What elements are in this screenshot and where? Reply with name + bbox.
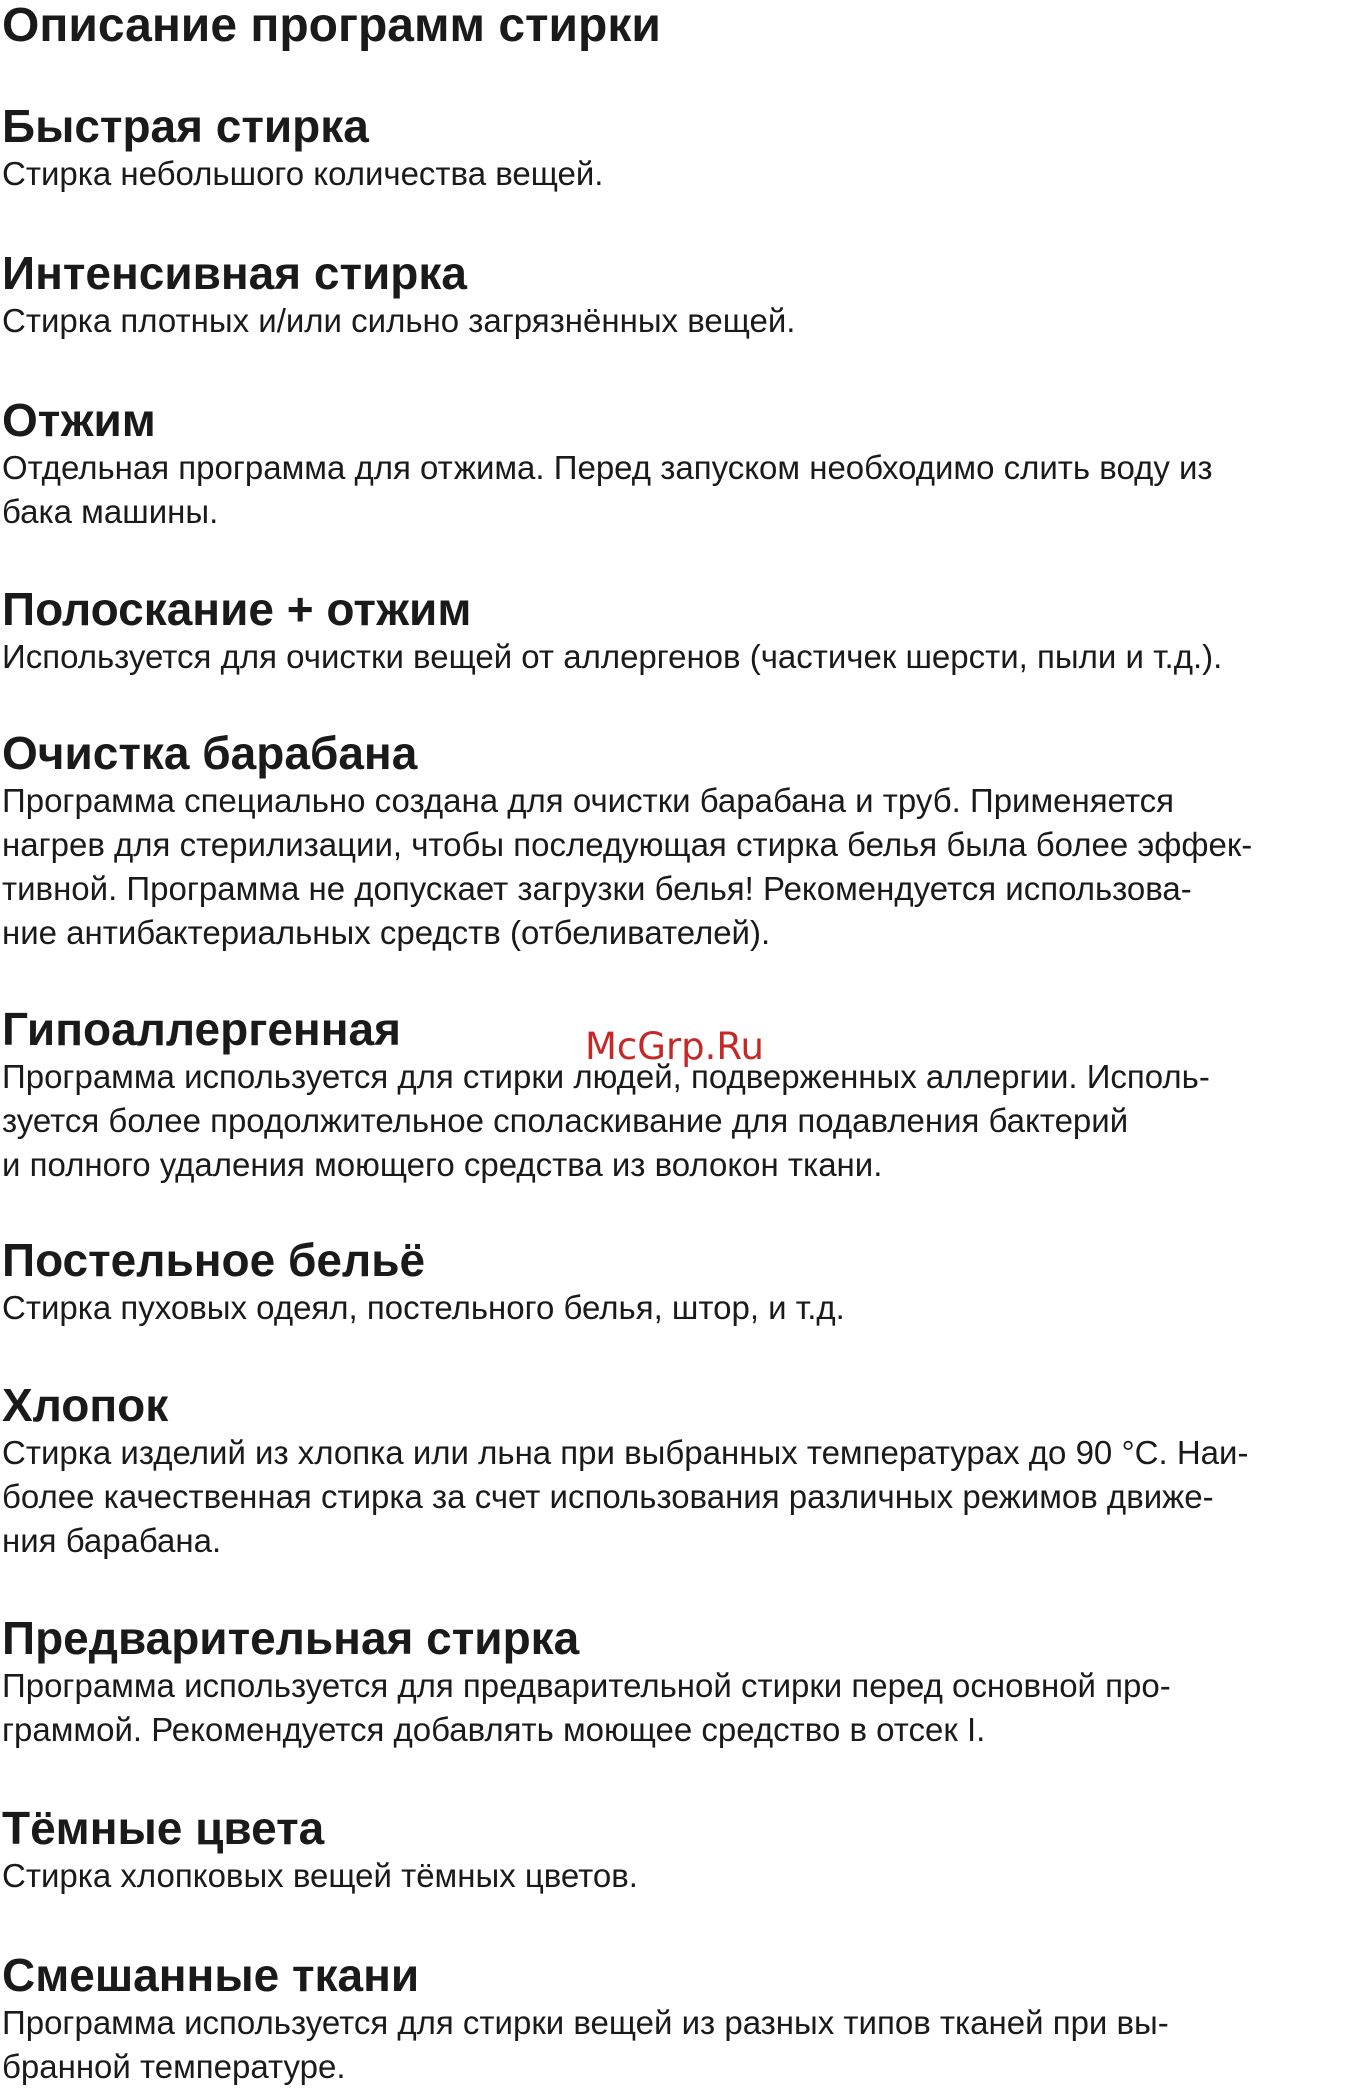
program-section-intensive-wash — [2, 247, 1352, 343]
description-line: Стирка пуховых одеял, постельного белья, штор, и т.д. — [2, 1289, 845, 1326]
section-description — [2, 1664, 1352, 1752]
description-line: Программа используется для стирки людей, подверженных аллергии. Исполь- — [2, 1058, 1210, 1095]
program-section-bedding — [2, 1234, 1352, 1330]
section-heading: Интенсивная стирка — [2, 247, 467, 299]
program-section-prewash — [2, 1612, 1352, 1752]
description-line: более качественная стирка за счет использования различных режимов движе- — [2, 1478, 1214, 1515]
description-line: нагрев для стерилизации, чтобы последующая стирка белья была более эффек- — [2, 826, 1253, 863]
program-section-mixed-fabrics — [2, 1949, 1352, 2089]
section-description — [2, 1431, 1352, 1563]
section-description — [2, 299, 1352, 343]
program-section-dark-colors — [2, 1802, 1352, 1898]
section-heading: Хлопок — [2, 1379, 169, 1431]
section-heading: Смешанные ткани — [2, 1949, 420, 2001]
description-line: Стирка хлопковых вещей тёмных цветов. — [2, 1857, 638, 1894]
section-heading: Постельное бельё — [2, 1234, 426, 1286]
program-section-spin — [2, 394, 1352, 534]
section-description — [2, 1055, 1352, 1187]
section-description — [2, 152, 1352, 196]
program-section-rinse-spin — [2, 583, 1352, 679]
description-line: Стирка изделий из хлопка или льна при выбранных температурах до 90 °С. Наи- — [2, 1434, 1249, 1471]
section-heading: Гипоаллергенная — [2, 1003, 401, 1055]
section-heading: Предварительная стирка — [2, 1612, 580, 1664]
description-line: зуется более продолжительное споласкивание для подавления бактерий — [2, 1102, 1129, 1139]
description-line: Стирка небольшого количества вещей. — [2, 155, 604, 192]
description-line: тивной. Программа не допускает загрузки белья! Рекомендуется использова- — [2, 870, 1192, 907]
description-line: бранной температуре. — [2, 2048, 346, 2085]
section-description — [2, 779, 1352, 955]
description-line: граммой. Рекомендуется добавлять моющее средство в отсек I. — [2, 1711, 986, 1748]
section-description — [2, 1854, 1352, 1898]
description-line: Программа специально создана для очистки барабана и труб. Применяется — [2, 782, 1174, 819]
section-description — [2, 1286, 1352, 1330]
description-line: ния барабана. — [2, 1522, 222, 1559]
description-line: Программа используется для предварительной стирки перед основной про- — [2, 1667, 1171, 1704]
description-line: Программа используется для стирки вещей из разных типов тканей при вы- — [2, 2004, 1169, 2041]
section-heading: Быстрая стирка — [2, 100, 369, 152]
section-description — [2, 446, 1352, 534]
section-heading: Тёмные цвета — [2, 1802, 325, 1854]
description-line: и полного удаления моющего средства из волокон ткани. — [2, 1146, 883, 1183]
program-section-drum-clean — [2, 727, 1352, 955]
page-title: Описание программ стирки — [2, 0, 661, 52]
watermark: McGrp.Ru — [585, 1025, 764, 1068]
description-line: Используется для очистки вещей от аллергенов (частичек шерсти, пыли и т.д.). — [2, 638, 1223, 675]
section-description — [2, 2001, 1352, 2089]
section-heading: Полоскание + отжим — [2, 583, 472, 635]
program-section-quick-wash — [2, 100, 1352, 196]
description-line: Отдельная программа для отжима. Перед запуском необходимо слить воду из — [2, 449, 1213, 486]
description-line: ние антибактериальных средств (отбеливателей). — [2, 914, 771, 951]
section-heading: Отжим — [2, 394, 156, 446]
section-description — [2, 635, 1352, 679]
description-line: бака машины. — [2, 493, 219, 530]
program-section-cotton — [2, 1379, 1352, 1563]
section-heading: Очистка барабана — [2, 727, 418, 779]
description-line: Стирка плотных и/или сильно загрязнённых вещей. — [2, 302, 796, 339]
